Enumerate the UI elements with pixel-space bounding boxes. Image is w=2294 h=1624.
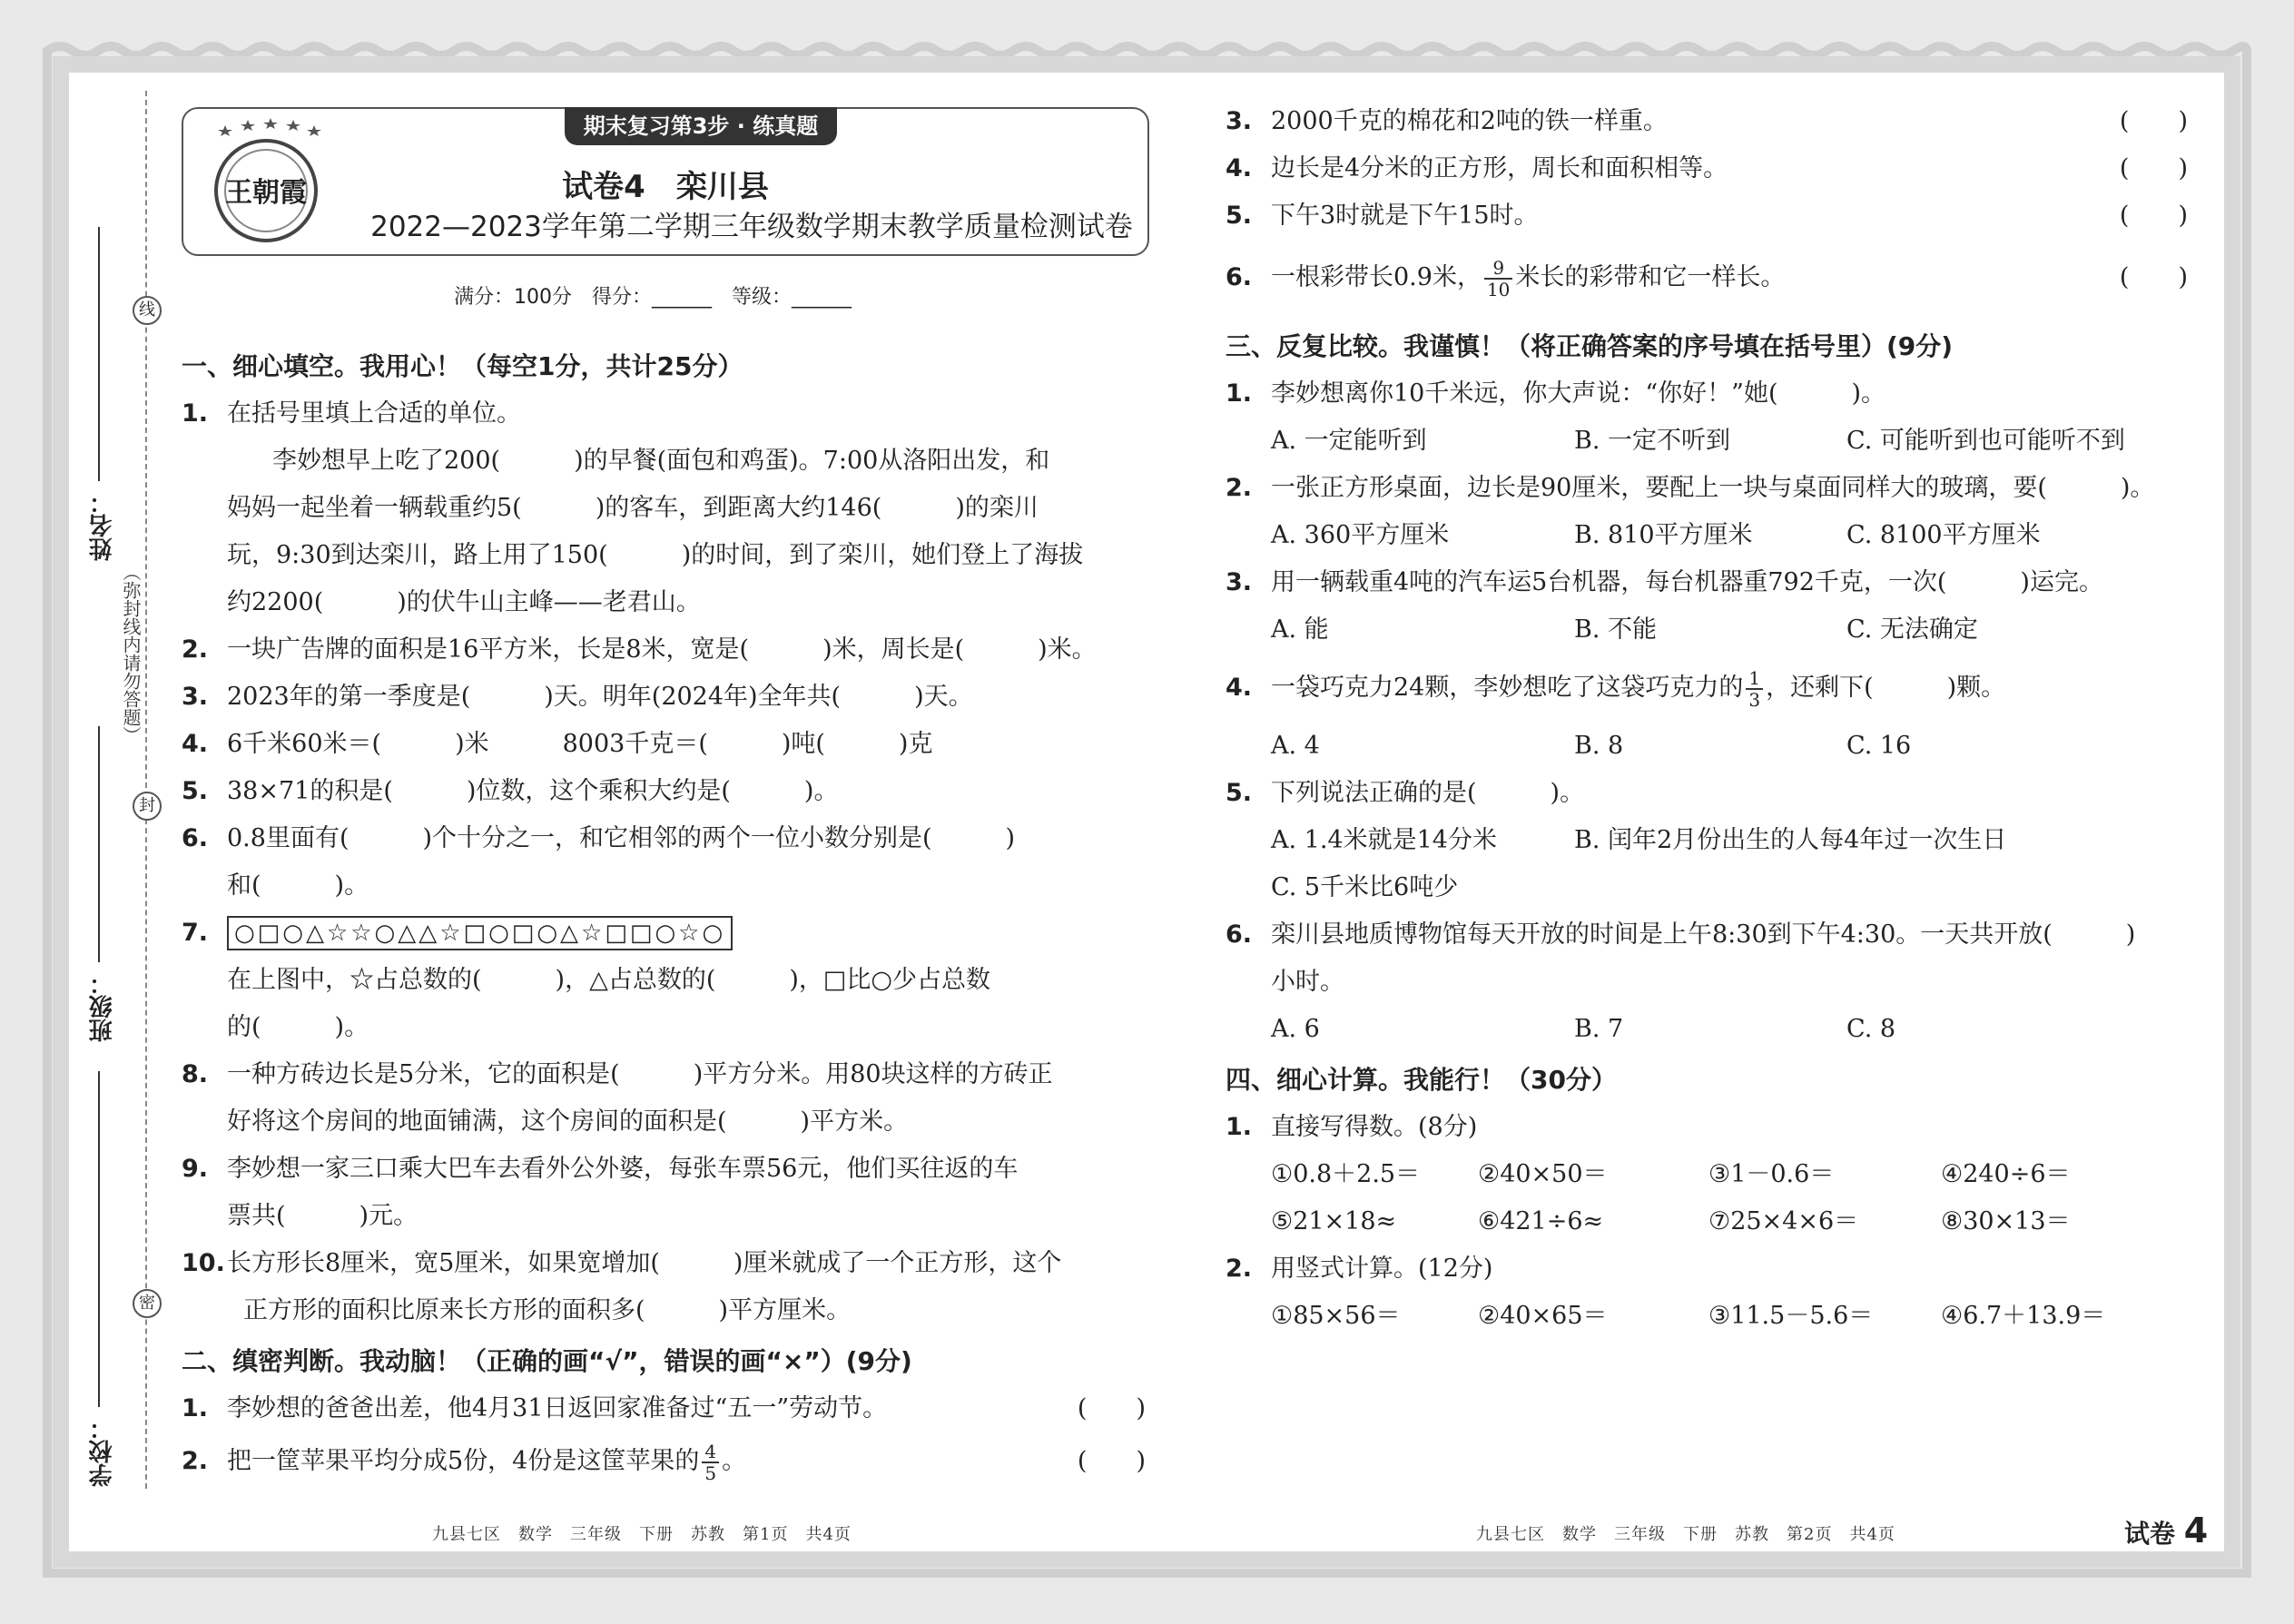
q-number: 6.: [1226, 263, 1253, 291]
q-text: 0.8里面有( )个十分之一，和它相邻的两个一位小数分别是( ): [227, 824, 1016, 852]
option-b[interactable]: B. 8: [1574, 732, 1624, 760]
q-number: 4.: [1226, 674, 1253, 702]
s1-q9: [182, 1146, 1146, 1193]
calc-item: ⑥421÷6≈: [1478, 1207, 1604, 1235]
q-text: 把一筐苹果平均分成5份，4份是这筐苹果的: [227, 1447, 700, 1475]
fraction-numerator: 4: [702, 1442, 719, 1463]
section4-heading: 四、细心计算。我能行！（30分）: [1226, 1065, 1617, 1095]
step-badge: 期末复习第3步 · 练真题: [565, 107, 837, 145]
q-text: 2000千克的棉花和2吨的铁一样重。: [1271, 107, 1668, 135]
calc-item: ④6.7＋13.9＝: [1941, 1302, 2106, 1330]
footer-left: 九县七区 数学 三年级 下册 苏教 第1页 共4页: [432, 1525, 852, 1544]
s4-q2: [1226, 1245, 2188, 1293]
s3-q6-cont: 小时。: [1271, 968, 1344, 996]
q-text: 一张正方形桌面，边长是90厘米，要配上一块与桌面同样大的玻璃，要( )。: [1271, 474, 2155, 502]
option-a[interactable]: A. 6: [1271, 1015, 1320, 1043]
option-b[interactable]: B. 7: [1574, 1015, 1624, 1043]
q-text: 用一辆载重4吨的汽车运5台机器，每台机器重792千克，一次( )运完。: [1271, 568, 2103, 596]
option-c[interactable]: C. 可能听到也可能听不到: [1846, 427, 2125, 455]
s2-q6: [1226, 240, 2188, 316]
name-field-line: [98, 227, 100, 481]
answer-paren[interactable]: ( ): [2119, 263, 2188, 291]
calc-item: ②40×65＝: [1478, 1302, 1608, 1330]
q-number: 5.: [1226, 779, 1253, 807]
q-number: 5.: [182, 777, 209, 805]
s3-q5-option-c[interactable]: C. 5千米比6吨少: [1271, 873, 1459, 901]
q-number: 5.: [1226, 202, 1253, 230]
calc-item: ①85×56＝: [1271, 1302, 1401, 1330]
option-a[interactable]: A. 360平方厘米: [1271, 521, 1450, 549]
calc-item: ⑦25×4×6＝: [1708, 1207, 1859, 1235]
q-number: 3.: [1226, 107, 1253, 135]
footer-right: 九县七区 数学 三年级 下册 苏教 第2页 共4页: [1476, 1525, 1895, 1544]
s2-q2: [182, 1432, 1146, 1491]
calc-item: ⑤21×18≈: [1271, 1207, 1397, 1235]
q-number: 2.: [1226, 474, 1253, 502]
q-text: 下午3时就是下午15时。: [1271, 202, 1539, 230]
q-number: 1.: [182, 399, 209, 428]
fraction-numerator: 1: [1746, 668, 1763, 690]
q-number: 6.: [182, 824, 209, 852]
option-c[interactable]: C. 8: [1846, 1015, 1896, 1043]
q-text: 李妙想一家三口乘大巴车去看外公外婆，每张车票56元，他们买往返的车: [227, 1155, 1019, 1183]
s1-q7-line1: 在上图中，☆占总数的( )，△占总数的( )，□比○少占总数: [227, 966, 990, 994]
fraction: [1746, 668, 1763, 710]
s3-q3-options: [1226, 606, 2188, 654]
option-b[interactable]: B. 810平方厘米: [1574, 521, 1753, 549]
q-number: 10.: [182, 1249, 225, 1277]
answer-paren[interactable]: ( ): [2119, 154, 2188, 182]
s1-q6: [182, 815, 1146, 862]
option-b[interactable]: B. 不能: [1574, 615, 1658, 644]
q-number: 4.: [182, 730, 209, 758]
score-line: 满分：100分 得分：______ 等级：______: [454, 286, 852, 309]
s1-q7-line2: 的( )。: [227, 1013, 369, 1041]
q-number: 9.: [182, 1155, 209, 1183]
q-number: 8.: [182, 1060, 209, 1088]
s2-q5: [1226, 192, 2188, 240]
q-number: 1.: [1226, 1113, 1253, 1141]
exam-subtitle: 2022—2023学年第二学期三年级数学期末教学质量检测试卷: [370, 211, 1133, 243]
page-number: 4: [2183, 1511, 2209, 1550]
s3-q5: [1226, 770, 2188, 817]
q-text: 直接写得数。(8分): [1271, 1113, 1478, 1141]
option-a[interactable]: A. 4: [1271, 732, 1320, 760]
s1-q5: [182, 768, 1146, 815]
q-number: 1.: [1226, 379, 1253, 408]
s1-q8-cont: 好将这个房间的地面铺满，这个房间的面积是( )平方米。: [227, 1107, 909, 1136]
q-text: 一袋巧克力24颗，李妙想吃了这袋巧克力的: [1271, 674, 1744, 702]
calc-item: ①0.8＋2.5＝: [1271, 1160, 1421, 1188]
q-text: 一根彩带长0.9米，: [1271, 263, 1482, 291]
option-c[interactable]: C. 无法确定: [1846, 615, 1978, 644]
s1-q10: [182, 1240, 1146, 1287]
q-text: 38×71的积是( )位数，这个乘积大约是( )。: [227, 777, 839, 805]
q-text: 边长是4分米的正方形，周长和面积相等。: [1271, 154, 1728, 182]
right-column: [1226, 98, 2188, 1340]
q-text: 2023年的第一季度是( )天。明年(2024年)全年共( )天。: [227, 683, 973, 711]
s1-q7: [182, 910, 1146, 957]
q-text-after: 米长的彩带和它一样长。: [1515, 263, 1786, 291]
page-label: 试卷: [2124, 1519, 2176, 1549]
left-column: [182, 343, 1146, 1491]
s4-q2-row1: [1226, 1293, 2188, 1340]
s1-q2: [182, 626, 1146, 674]
s1-q8: [182, 1051, 1146, 1098]
s3-q2: [1226, 465, 2188, 512]
q-text: 栾川县地质博物馆每天开放的时间是上午8:30到下午4:30。一天共开放( ): [1271, 920, 2136, 949]
section1-heading: 一、细心填空。我用心！（每空1分，共计25分）: [182, 351, 743, 381]
option-a[interactable]: A. 能: [1271, 615, 1329, 644]
class-field-label: 班级：: [89, 971, 116, 1042]
answer-paren[interactable]: ( ): [1077, 1447, 1146, 1475]
s1-q4: [182, 721, 1146, 768]
seal-tag-seal: 封: [133, 792, 162, 821]
calc-item: ③1－0.6＝: [1708, 1160, 1835, 1188]
s3-q3: [1226, 559, 2188, 606]
section3-heading: 三、反复比较。我谨慎！（将正确答案的序号填在括号里）(9分): [1226, 331, 1954, 361]
s1-q1-line1: 李妙想早上吃了200( )的早餐(面包和鸡蛋)。7:00从洛阳出发，和: [272, 447, 1050, 475]
calc-item: ⑧30×13＝: [1941, 1207, 2071, 1235]
class-field-line: [98, 726, 100, 962]
q-text: 在括号里填上合适的单位。: [227, 399, 521, 428]
s3-q6-options: [1226, 1006, 2188, 1053]
s1-q1-line2: 妈妈一起坐着一辆载重约5( )的客车，到距离大约146( )的栾川: [227, 494, 1039, 522]
option-c[interactable]: C. 8100平方厘米: [1846, 521, 2041, 549]
shape-sequence-box: ○□○△☆☆○△△☆□○□○△☆□□○☆○: [227, 916, 733, 950]
answer-paren[interactable]: ( ): [2119, 202, 2188, 230]
q-number: 2.: [1226, 1255, 1253, 1283]
q-text: 一种方砖边长是5分米，它的面积是( )平方分米。用80块这样的方砖正: [227, 1060, 1053, 1088]
s3-q5-options: [1226, 817, 2188, 864]
q-text: 6千米60米＝( )米 8003千克＝( )吨( )克: [227, 730, 933, 758]
s1-q6-cont: 和( )。: [227, 871, 369, 900]
seal-tag-secret: 密: [133, 1289, 162, 1318]
s4-q1-row2: [1226, 1198, 2188, 1245]
fraction: [1484, 258, 1512, 300]
s1-q10-cont: 正方形的面积比原来长方形的面积多( )平方厘米。: [243, 1296, 852, 1324]
q-text-after: 。: [722, 1447, 747, 1475]
fraction-numerator: 9: [1484, 258, 1512, 280]
logo-wordmark: 王朝霞: [225, 177, 307, 209]
s3-q4-options: [1226, 723, 2188, 770]
q-number: 6.: [1226, 920, 1253, 949]
fraction-denominator: 5: [704, 1462, 717, 1484]
s2-q3: [1226, 98, 2188, 145]
s4-q1-row1: [1226, 1151, 2188, 1198]
q-text: 下列说法正确的是( )。: [1271, 779, 1585, 807]
q-number: 4.: [1226, 154, 1253, 182]
q-text: 李妙想的爸爸出差，他4月31日返回家准备过“五一”劳动节。: [227, 1394, 888, 1422]
name-field-label: 姓名：: [89, 490, 116, 561]
q-number: 7.: [182, 919, 209, 947]
q-number: 3.: [182, 683, 209, 711]
option-b[interactable]: B. 一定不听到: [1574, 427, 1731, 455]
fraction-denominator: 3: [1748, 688, 1761, 711]
q-text: 一块广告牌的面积是16平方米，长是8米，宽是( )米，周长是( )米。: [227, 635, 1097, 664]
section2-heading: 二、缜密判断。我动脑！（正确的画“√”，错误的画“×”）(9分): [182, 1346, 912, 1376]
q-number: 3.: [1226, 568, 1253, 596]
s3-q1: [1226, 370, 2188, 418]
calc-item: ③11.5－5.6＝: [1708, 1302, 1874, 1330]
exam-title: 试卷4 栾川县: [562, 169, 769, 205]
s1-q3: [182, 674, 1146, 721]
binding-strip: [80, 91, 180, 1489]
calc-item: ④240÷6＝: [1941, 1160, 2071, 1188]
s1-q1-line4: 约2200( )的伏牛山主峰——老君山。: [227, 588, 701, 616]
q-number: 2.: [182, 635, 209, 664]
fraction-denominator: 10: [1486, 278, 1511, 300]
s1-q1: [182, 390, 1146, 438]
page-number-label: [2124, 1511, 2208, 1550]
s4-q1: [1226, 1104, 2188, 1151]
s1-q1-line3: 玩，9:30到达栾川，路上用了150( )的时间，到了栾川，她们登上了海拔: [227, 541, 1084, 569]
publisher-logo: [198, 118, 334, 245]
option-c[interactable]: C. 16: [1846, 732, 1912, 760]
s3-q1-options: [1226, 418, 2188, 465]
s3-q6: [1226, 911, 2188, 959]
option-b[interactable]: B. 闰年2月份出生的人每4年过一次生日: [1574, 826, 2007, 854]
q-text-after: ，还剩下( )颗。: [1766, 674, 2006, 702]
q-text: 李妙想离你10千米远，你大声说：“你好！”她( )。: [1271, 379, 1886, 408]
q-number: 1.: [182, 1394, 209, 1422]
s1-q9-cont: 票共( )元。: [227, 1202, 418, 1230]
option-a[interactable]: A. 1.4米就是14分米: [1271, 826, 1497, 854]
q-number: 2.: [182, 1447, 209, 1475]
s2-q4: [1226, 145, 2188, 192]
option-a[interactable]: A. 一定能听到: [1271, 427, 1427, 455]
s2-q1: [182, 1385, 1146, 1432]
school-field-line: [98, 1071, 100, 1407]
seal-note: （弥封线内请勿答题）: [120, 563, 142, 744]
s3-q2-options: [1226, 512, 2188, 559]
calc-item: ②40×50＝: [1478, 1160, 1608, 1188]
answer-paren[interactable]: ( ): [1077, 1394, 1146, 1422]
answer-paren[interactable]: ( ): [2119, 107, 2188, 135]
school-field-label: 学校：: [89, 1416, 116, 1487]
q-text: 长方形长8厘米，宽5厘米，如果宽增加( )厘米就成了一个正方形，这个: [227, 1249, 1062, 1277]
fraction: [702, 1442, 719, 1483]
seal-tag-line: 线: [133, 296, 162, 325]
q-text: 用竖式计算。(12分): [1271, 1255, 1493, 1283]
s3-q4: [1226, 654, 2188, 723]
